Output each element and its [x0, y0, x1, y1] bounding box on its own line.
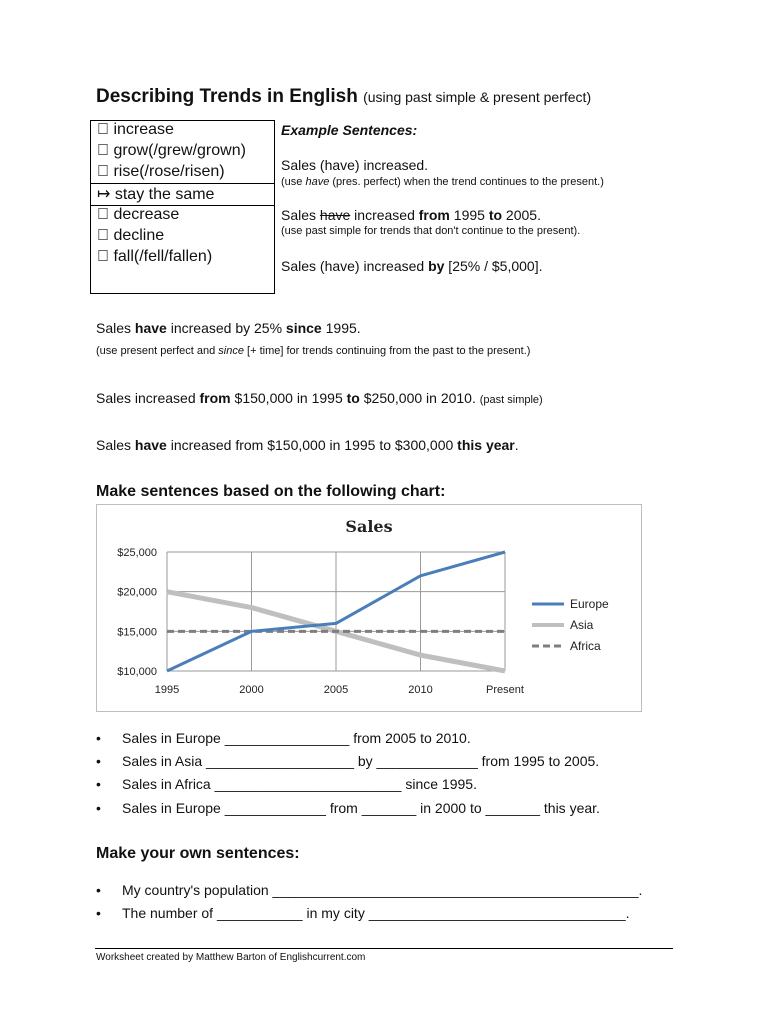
- footer-divider: [95, 948, 673, 949]
- example-note-2: (use past simple for trends that don't continue to the present).: [281, 225, 581, 237]
- footer-credit: Worksheet created by Matthew Barton of Englishcurrent.com: [96, 952, 366, 963]
- list-item: • Sales in Africa ________________________ since 1995.: [96, 776, 477, 792]
- y-tick-label: $25,000: [117, 547, 157, 559]
- x-tick-label: 1995: [154, 684, 180, 696]
- trend-item-increase: increase: [97, 121, 158, 138]
- y-tick-label: $20,000: [117, 586, 157, 599]
- title-subtitle: (using past simple & present perfect): [363, 89, 592, 105]
- chart-title: Sales: [345, 517, 393, 536]
- list-item: • Sales in Europe _____________ from _______ in 2000 to _______ this year.: [96, 800, 600, 816]
- x-tick-label: 2000: [239, 684, 264, 696]
- legend-label-africa: Africa: [570, 639, 601, 653]
- x-tick-label: 2005: [323, 684, 349, 696]
- y-tick-label: $15,000: [117, 626, 157, 639]
- legend-label-europe: Europe: [570, 597, 609, 611]
- trend-item-decline: decline: [97, 227, 148, 244]
- legend-label-asia: Asia: [570, 618, 594, 632]
- x-tick-label: Present: [486, 684, 524, 696]
- sentence-since-note: (use present perfect and since [+ time] for trends continuing from the past to the present.): [96, 345, 531, 357]
- sentence-this-year: Sales have increased from $150,000 in 1995 to $300,000 this year.: [96, 437, 519, 453]
- example-sentence-3: Sales (have) increased by [25% / $5,000].: [281, 258, 543, 274]
- list-item: • Sales in Asia ___________________ by _____________ from 1995 to 2005.: [96, 753, 600, 769]
- y-tick-label: $10,000: [117, 666, 157, 678]
- list-item: • Sales in Europe ________________ from 2005 to 2010.: [96, 730, 471, 746]
- example-sentence-2: Sales have increased from 1995 to 2005.: [281, 207, 541, 223]
- list-item: • The number of ___________ in my city _________________________________.: [96, 905, 630, 921]
- own-sentences-heading: Make your own sentences:: [96, 845, 300, 862]
- trend-vocabulary-box: [90, 120, 275, 294]
- chart-heading: Make sentences based on the following chart:: [96, 483, 446, 500]
- trend-item-grow: grow(/grew/grown): [97, 142, 230, 159]
- example-note-1: (use have (pres. perfect) when the trend continues to the present.): [281, 176, 604, 188]
- page-title: [96, 86, 591, 108]
- sales-chart: [96, 504, 642, 712]
- trend-item-stay-same: ↦ stay the same: [97, 186, 215, 203]
- trend-item-fall: fall(/fell/fallen): [97, 248, 196, 265]
- example-sentence-1: Sales (have) increased.: [281, 157, 429, 173]
- list-item: • My country's population _______________________________________________.: [96, 882, 643, 898]
- title-main: Describing Trends in English: [96, 86, 358, 107]
- example-heading: Example Sentences:: [281, 122, 418, 138]
- trend-item-decrease: decrease: [97, 206, 163, 223]
- sentence-from-to: Sales increased from $150,000 in 1995 to $250,000 in 2010. (past simple): [96, 390, 543, 406]
- sentence-since: Sales have increased by 25% since 1995.: [96, 320, 361, 336]
- sales-chart-svg: [97, 505, 641, 711]
- trend-item-rise: rise(/rose/risen): [97, 163, 209, 180]
- x-tick-label: 2010: [408, 684, 433, 696]
